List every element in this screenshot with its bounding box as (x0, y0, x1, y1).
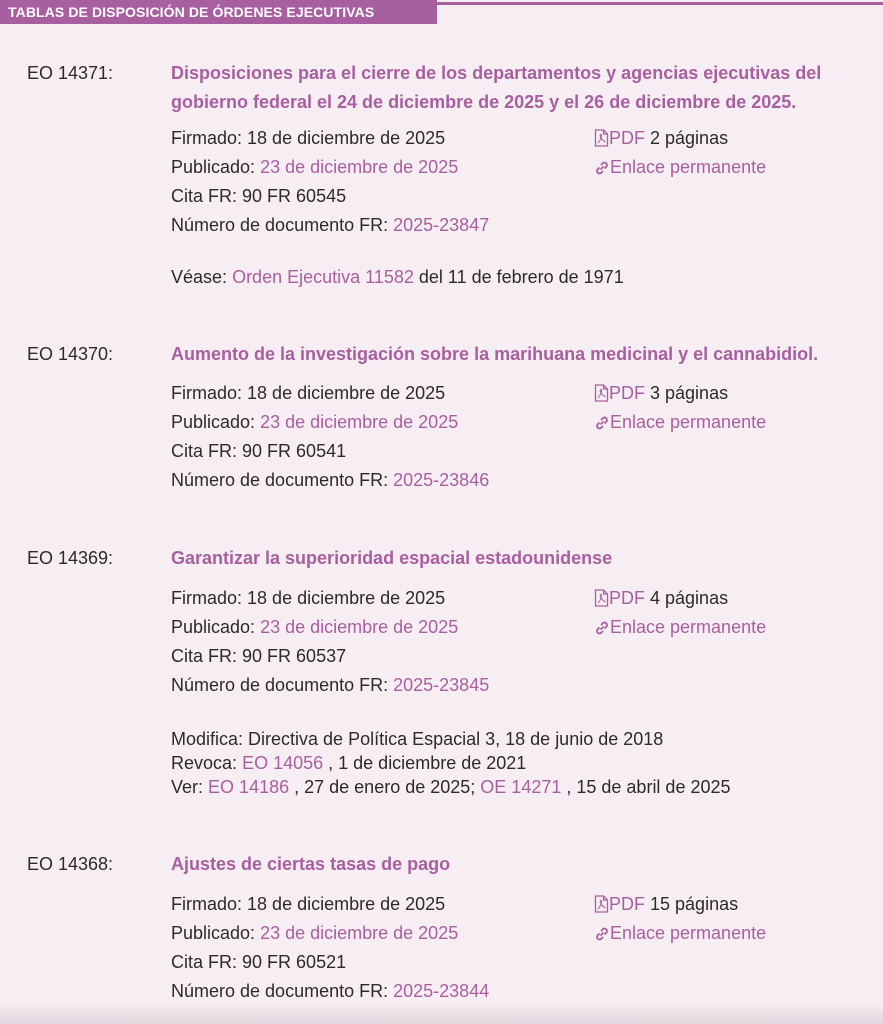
pdf-file-icon (594, 589, 609, 607)
pdf-label: PDF (609, 383, 645, 403)
permalink-link[interactable] (594, 617, 766, 637)
signed-date: 18 de diciembre de 2025 (247, 128, 446, 148)
pdf-label: PDF (609, 894, 645, 914)
eo-number: EO 14369: (27, 548, 114, 568)
order-metadata (171, 124, 489, 240)
link-icon (594, 620, 610, 636)
docnum-label: Número de documento FR: (171, 675, 389, 695)
eo-number: EO 14368: (27, 854, 114, 874)
see-label: Ver: (171, 777, 204, 797)
section-header (0, 0, 883, 26)
citation-label: Cita FR: (171, 952, 238, 972)
order-links (594, 379, 766, 437)
permalink-label: Enlace permanente (610, 412, 767, 432)
see-label: Véase: (171, 267, 228, 287)
link-icon (594, 415, 610, 431)
signed-date: 18 de diciembre de 2025 (247, 588, 446, 608)
pdf-link[interactable] (594, 588, 645, 608)
permalink-link[interactable] (594, 412, 766, 432)
bottom-fade (0, 1002, 883, 1024)
citation-label: Cita FR: (171, 646, 238, 666)
revokes-link[interactable]: EO 14056 (242, 753, 324, 773)
see-rest: del 11 de febrero de 1971 (418, 267, 624, 287)
order-metadata (171, 379, 489, 495)
pdf-link[interactable] (594, 894, 645, 914)
pdf-link[interactable] (594, 383, 645, 403)
permalink-link[interactable] (594, 157, 766, 177)
see-end: , 15 de abril de 2025 (566, 777, 731, 797)
published-label: Publicado: (171, 617, 256, 637)
section-title: TABLAS DE DISPOSICIÓN DE ÓRDENES EJECUTIVAS (0, 0, 437, 24)
permalink-label: Enlace permanente (610, 617, 767, 637)
published-label: Publicado: (171, 412, 256, 432)
eo-number: EO 14371: (27, 63, 114, 83)
docnum-label: Número de documento FR: (171, 470, 389, 490)
published-date-link[interactable]: 23 de diciembre de 2025 (260, 412, 459, 432)
docnum-link[interactable]: 2025-23844 (393, 981, 490, 1001)
eo-title-line: Disposiciones para el cierre de los departamentos y agencias ejecutivas del (171, 63, 822, 83)
see-link[interactable]: Orden Ejecutiva 11582 (232, 267, 414, 287)
order-see-also (171, 263, 624, 292)
pdf-file-icon (594, 384, 609, 402)
citation-label: Cita FR: (171, 186, 238, 206)
see-link[interactable]: EO 14186 (208, 777, 290, 797)
docnum-link[interactable]: 2025-23846 (393, 470, 490, 490)
permalink-label: Enlace permanente (610, 157, 767, 177)
published-date-link[interactable]: 23 de diciembre de 2025 (260, 923, 459, 943)
signed-date: 18 de diciembre de 2025 (247, 894, 446, 914)
published-date-link[interactable]: 23 de diciembre de 2025 (260, 157, 459, 177)
signed-label: Firmado: (171, 383, 243, 403)
order-links (594, 890, 766, 948)
pdf-label: PDF (609, 588, 645, 608)
permalink-label: Enlace permanente (610, 923, 767, 943)
citation-label: Cita FR: (171, 441, 238, 461)
signed-label: Firmado: (171, 588, 243, 608)
pdf-link[interactable] (594, 128, 645, 148)
page-count: 3 páginas (650, 383, 729, 403)
published-label: Publicado: (171, 923, 256, 943)
order-metadata (171, 890, 489, 1006)
see-mid: , 27 de enero de 2025; (294, 777, 476, 797)
published-date-link[interactable]: 23 de diciembre de 2025 (260, 617, 459, 637)
order-links (594, 584, 766, 642)
eo-title-link[interactable] (171, 340, 863, 369)
citation-value: 90 FR 60521 (242, 952, 347, 972)
eo-title-line: Aumento de la investigación sobre la marihuana medicinal y el cannabidiol. (171, 344, 819, 364)
eo-title-link[interactable] (171, 544, 863, 573)
pdf-file-icon (594, 895, 609, 913)
page-count: 15 páginas (650, 894, 739, 914)
eo-title-line: gobierno federal el 24 de diciembre de 2025 y el 26 de diciembre de 2025. (171, 92, 797, 112)
docnum-link[interactable]: 2025-23845 (393, 675, 490, 695)
page-count: 4 páginas (650, 588, 729, 608)
eo-number: EO 14370: (27, 344, 114, 364)
signed-date: 18 de diciembre de 2025 (247, 383, 446, 403)
revokes-rest: , 1 de diciembre de 2021 (328, 753, 527, 773)
pdf-file-icon (594, 129, 609, 147)
order-links (594, 124, 766, 182)
eo-title-link[interactable] (171, 59, 863, 117)
published-label: Publicado: (171, 157, 256, 177)
signed-label: Firmado: (171, 894, 243, 914)
pdf-label: PDF (609, 128, 645, 148)
citation-value: 90 FR 60537 (242, 646, 347, 666)
see-link[interactable]: OE 14271 (480, 777, 562, 797)
eo-title-line: Garantizar la superioridad espacial estadounidense (171, 548, 613, 568)
permalink-link[interactable] (594, 923, 766, 943)
signed-label: Firmado: (171, 128, 243, 148)
eo-title-link[interactable] (171, 850, 863, 879)
citation-value: 90 FR 60545 (242, 186, 347, 206)
amends-text: Modifica: Directiva de Política Espacial 3, 18 de junio de 2018 (171, 729, 664, 749)
link-icon (594, 926, 610, 942)
eo-title-line: Ajustes de ciertas tasas de pago (171, 854, 451, 874)
docnum-label: Número de documento FR: (171, 215, 389, 235)
page-count: 2 páginas (650, 128, 729, 148)
citation-value: 90 FR 60541 (242, 441, 347, 461)
docnum-label: Número de documento FR: (171, 981, 389, 1001)
revokes-label: Revoca: (171, 753, 238, 773)
order-related (171, 727, 731, 799)
docnum-link[interactable]: 2025-23847 (393, 215, 490, 235)
order-metadata (171, 584, 489, 700)
link-icon (594, 160, 610, 176)
header-divider (437, 2, 883, 5)
